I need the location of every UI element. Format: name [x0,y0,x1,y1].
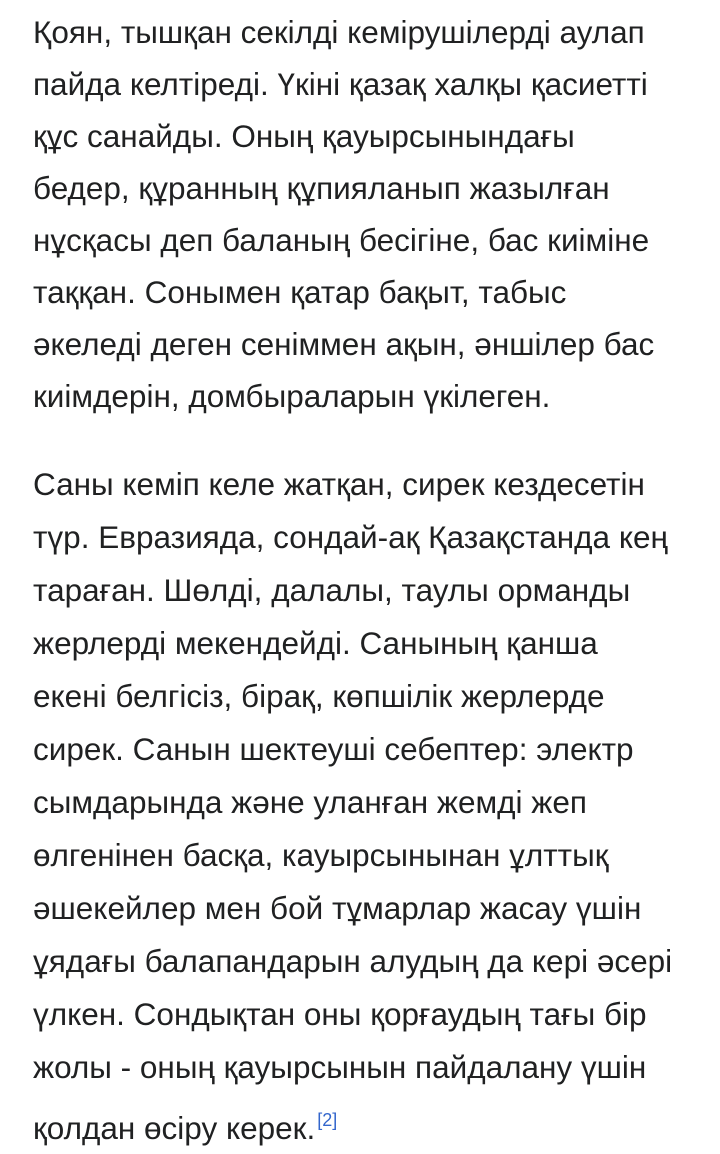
paragraph-line: өлгенінен басқа, кауырсынынан ұлттық [33,837,609,873]
paragraph-line: әшекейлер мен бой тұмарлар жасау үшін [33,890,642,926]
partial-line-text: қолдан өсіру керек. [33,1110,316,1146]
paragraph-line: тараған. Шөлді, далалы, таулы орманды [33,572,631,608]
paragraph-line: түр. Евразияда, сондай-ақ Қазақстанда кең [33,519,668,555]
paragraph-line: құс санайды. Оның қауырсынындағы [33,118,575,154]
paragraph-line: нұсқасы деп баланың бесігіне, бас киіміне [33,222,650,258]
paragraph-line: екені белгісіз, бірақ, көпшілік жерлерде [33,678,605,714]
paragraph-line: үлкен. Сондықтан оны қорғаудың тағы бір [33,996,647,1032]
paragraph-line: сымдарында және уланған жемді жеп [33,784,587,820]
paragraph-line: жолы - оның қауырсынын пайдалану үшін [33,1049,647,1085]
paragraph-line: киімдерін, домбыраларын үкілеген. [33,378,551,414]
paragraph-line: пайда келтіреді. Үкіні қазақ халқы қасиетті [33,66,648,102]
paragraph-line: жерлерді мекендейді. Санының қанша [33,625,598,661]
paragraph-line: ұядағы балапандарын алудың да кері әсері [33,943,673,979]
paragraph-line: әкеледі деген сеніммен ақын, әншілер бас [33,326,655,362]
paragraph-line: Саны кеміп келе жатқан, сирек кездесетін [33,466,645,502]
paragraph-line: Қоян, тышқан секілді кемірушілерді аулап [33,14,645,50]
paragraph-line: сирек. Санын шектеуші себептер: электр [33,731,634,767]
reference-link[interactable]: [2] [317,1110,338,1130]
cut-off-line [33,1080,713,1146]
paragraph-line: таққан. Сонымен қатар бақыт, табыс [33,274,567,310]
paragraph-line: бедер, құранның құпияланып жазылған [33,170,610,206]
